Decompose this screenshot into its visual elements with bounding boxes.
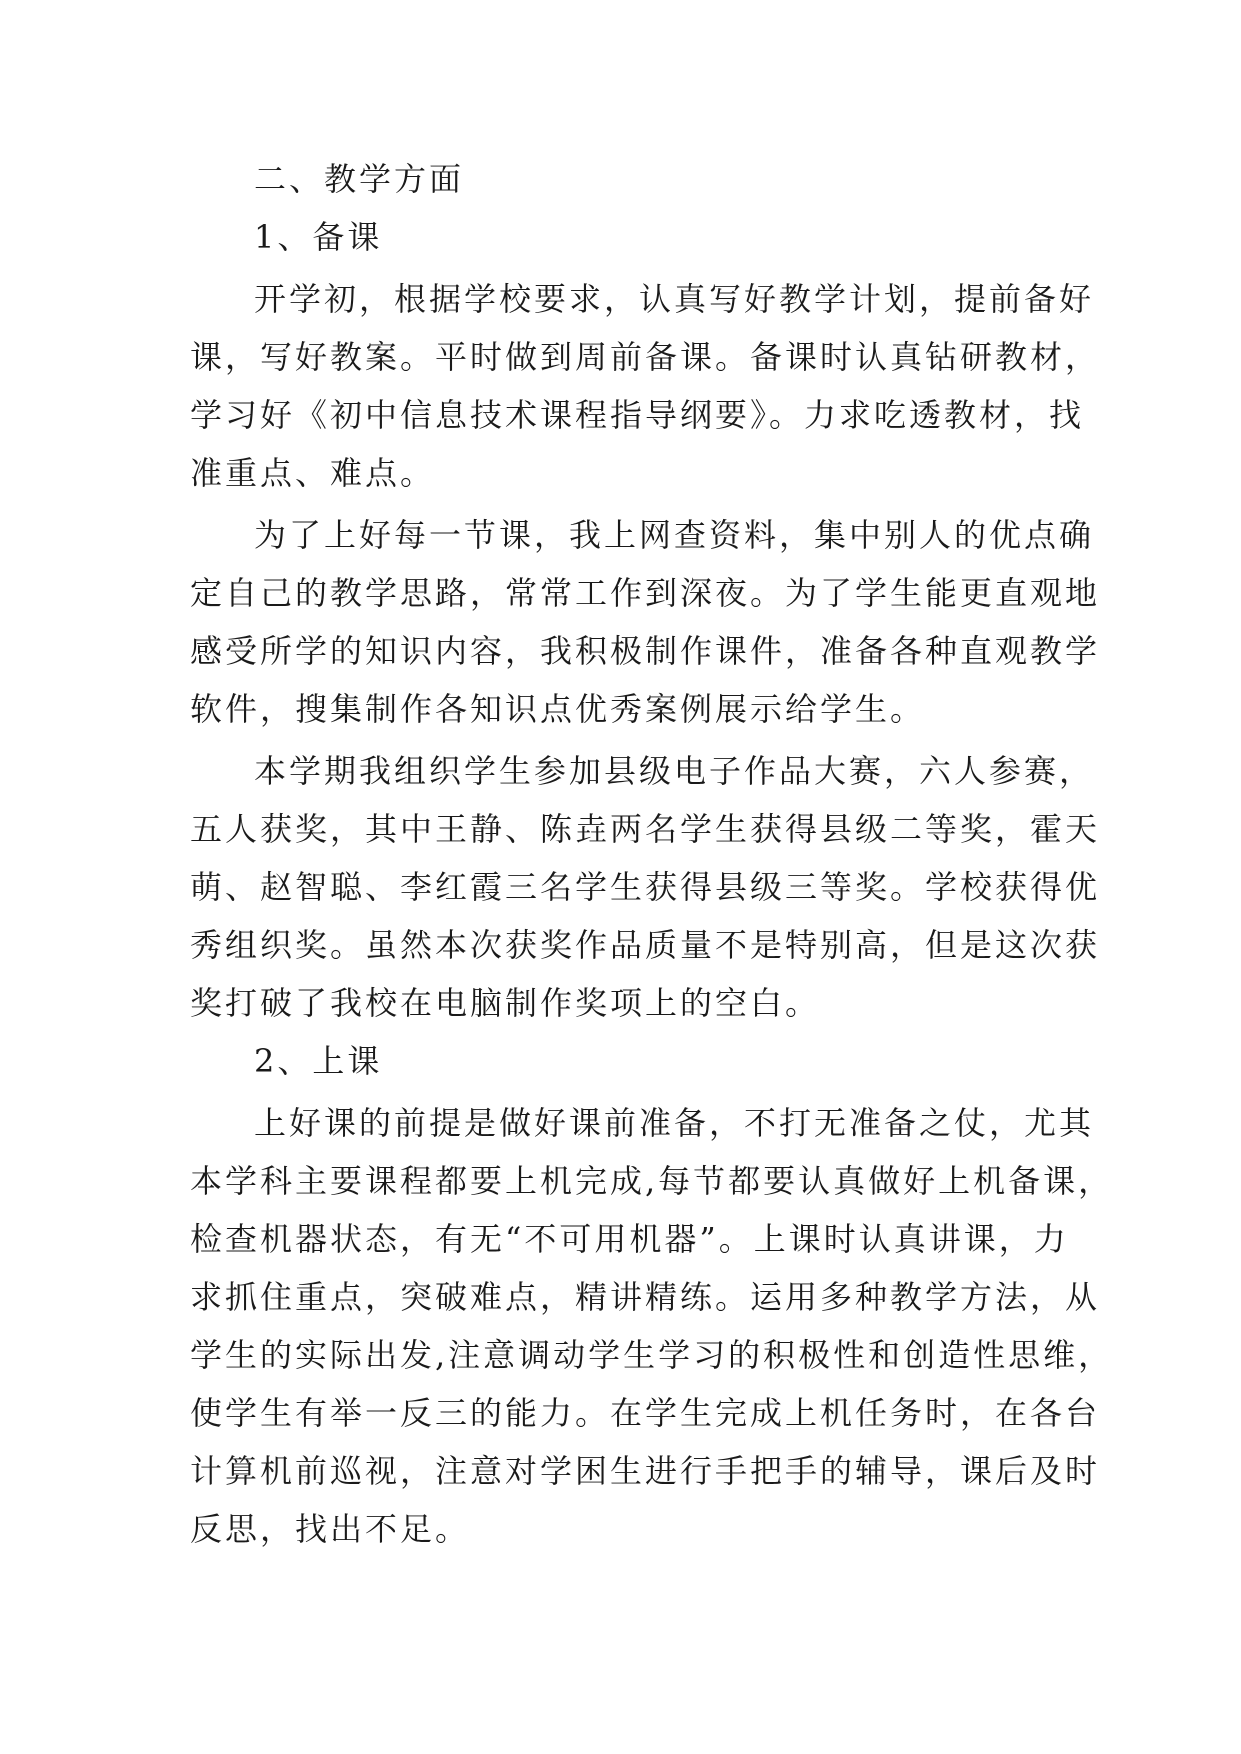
paragraph-line: 计算机前巡视，注意对学困生进行手把手的辅导，课后及时 (190, 1452, 1101, 1490)
paragraph-line: 开学初，根据学校要求，认真写好教学计划，提前备好 (254, 280, 1095, 318)
paragraph-line: 上好课的前提是做好课前准备，不打无准备之仗，尤其 (254, 1104, 1095, 1142)
paragraph-line: 秀组织奖。虽然本次获奖作品质量不是特别高，但是这次获 (190, 926, 1101, 964)
paragraph-line: 课，写好教案。平时做到周前备课。备课时认真钻研教材， (190, 338, 1101, 376)
paragraph-line: 奖打破了我校在电脑制作奖项上的空白。 (190, 984, 821, 1022)
paragraph-line: 萌、赵智聪、李红霞三名学生获得县级三等奖。学校获得优 (190, 868, 1101, 906)
paragraph-line: 软件，搜集制作各知识点优秀案例展示给学生。 (190, 690, 926, 728)
section-heading: 二、教学方面 (254, 160, 465, 198)
paragraph-line: 本学科主要课程都要上机完成,每节都要认真做好上机备课， (190, 1162, 1114, 1200)
paragraph-line: 感受所学的知识内容，我积极制作课件，准备各种直观教学 (190, 632, 1101, 670)
paragraph-line: 为了上好每一节课，我上网查资料，集中别人的优点确 (254, 516, 1095, 554)
paragraph-line: 求抓住重点，突破难点，精讲精练。运用多种教学方法，从 (190, 1278, 1101, 1316)
document-page (190, 150, 1114, 1558)
subsection-heading-class: 2、上课 (254, 1042, 383, 1080)
paragraph-line: 准重点、难点。 (190, 454, 436, 492)
paragraph-line: 检查机器状态，有无“不可用机器”。上课时认真讲课，力 (190, 1220, 1069, 1258)
paragraph-line: 学生的实际出发,注意调动学生学习的积极性和创造性思维， (190, 1336, 1114, 1374)
paragraph-line: 五人获奖，其中王静、陈垚两名学生获得县级二等奖，霍天 (190, 810, 1101, 848)
subsection-heading-prep: 1、备课 (254, 218, 383, 256)
paragraph-line: 学习好《初中信息技术课程指导纲要》。力求吃透教材，找 (190, 396, 1085, 434)
paragraph-line: 定自己的教学思路，常常工作到深夜。为了学生能更直观地 (190, 574, 1101, 612)
paragraph-line: 反思，找出不足。 (190, 1510, 471, 1548)
paragraph-line: 本学期我组织学生参加县级电子作品大赛，六人参赛， (254, 752, 1095, 790)
paragraph-line: 使学生有举一反三的能力。在学生完成上机任务时，在各台 (190, 1394, 1101, 1432)
